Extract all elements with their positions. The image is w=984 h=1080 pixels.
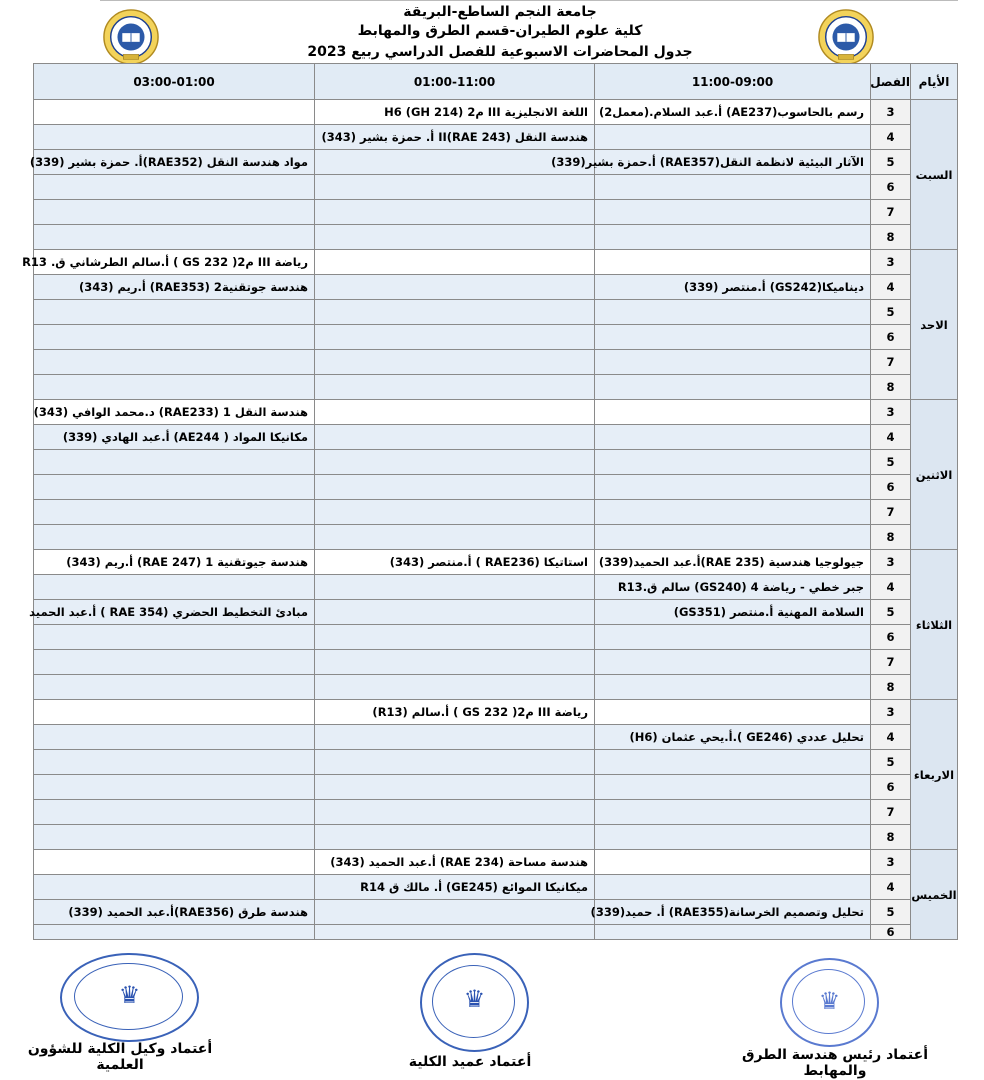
university-name: جامعة النجم الساطع-البريقة xyxy=(403,4,597,20)
lecture-cell xyxy=(315,925,595,940)
schedule-row xyxy=(34,575,958,600)
lecture-cell xyxy=(315,750,595,775)
lecture-text: استاتيكا (RAE236 ) أ.منتصر (343) xyxy=(389,555,588,569)
day-name: الثلاثاء xyxy=(911,550,958,700)
lecture-cell xyxy=(595,575,871,600)
lecture-cell xyxy=(315,300,595,325)
lecture-cell xyxy=(595,400,871,425)
lecture-text: هندسة النقل 1 (RAE233) د.محمد الوافي (343) xyxy=(33,405,308,419)
lecture-cell xyxy=(315,725,595,750)
schedule-title: جدول المحاضرات الاسبوعية للفصل الدراسي ربيع 2023 xyxy=(307,44,693,60)
lecture-cell xyxy=(595,725,871,750)
lecture-cell xyxy=(315,800,595,825)
class-number: 7 xyxy=(871,800,911,825)
department-head-stamp xyxy=(780,958,879,1047)
schedule-row xyxy=(34,400,958,425)
lecture-cell xyxy=(315,275,595,300)
lecture-cell xyxy=(595,300,871,325)
lecture-cell xyxy=(34,850,315,875)
class-number: 8 xyxy=(871,825,911,850)
class-number: 5 xyxy=(871,300,911,325)
lecture-cell xyxy=(595,775,871,800)
lecture-cell xyxy=(315,525,595,550)
schedule-row xyxy=(34,175,958,200)
lecture-cell xyxy=(595,525,871,550)
class-number: 7 xyxy=(871,500,911,525)
lecture-cell xyxy=(595,425,871,450)
lecture-cell xyxy=(315,100,595,125)
schedule-row xyxy=(34,725,958,750)
class-number: 6 xyxy=(871,925,911,940)
schedule-row xyxy=(34,525,958,550)
lecture-cell xyxy=(34,475,315,500)
class-number: 7 xyxy=(871,200,911,225)
schedule-table xyxy=(22,63,958,940)
lecture-cell xyxy=(34,700,315,725)
university-logo-icon xyxy=(102,8,160,66)
lecture-cell xyxy=(315,225,595,250)
lecture-text: رسم بالحاسوب(AE237) أ.عبد السلام.(معمل2) xyxy=(599,105,864,119)
schedule-row xyxy=(34,625,958,650)
lecture-cell xyxy=(315,500,595,525)
lecture-cell xyxy=(595,500,871,525)
class-number: 4 xyxy=(871,275,911,300)
lecture-cell xyxy=(34,300,315,325)
lecture-cell xyxy=(34,925,315,940)
lecture-cell xyxy=(595,450,871,475)
lecture-cell xyxy=(34,725,315,750)
lecture-cell xyxy=(34,675,315,700)
slot2-header: 01:00-11:00 xyxy=(315,64,595,100)
class-number: 7 xyxy=(871,350,911,375)
class-number: 6 xyxy=(871,625,911,650)
class-number: 8 xyxy=(871,225,911,250)
lecture-cell xyxy=(34,225,315,250)
lecture-cell xyxy=(34,425,315,450)
schedule-row xyxy=(34,650,958,675)
lecture-text: مكانيكا المواد ( AE244) أ.عبد الهادي (339) xyxy=(62,430,308,444)
lecture-cell xyxy=(315,900,595,925)
lecture-text: رياضة III م2( GS 232 ) أ.سالم الطرشاني ق. R13 xyxy=(22,255,308,269)
schedule-row xyxy=(34,500,958,525)
class-number: 4 xyxy=(871,125,911,150)
schedule-row xyxy=(34,100,958,125)
lecture-text: الآثار البيئية لانظمة النقل(RAE357) أ.حمزة بشير(339) xyxy=(551,155,864,169)
class-number: 3 xyxy=(871,250,911,275)
lecture-text: جيولوجيا هندسية (RAE 235)أ.عبد الحميد(339) xyxy=(598,555,864,569)
vice-dean-signature-label: أعتماد وكيل الكلية للشؤون العلمية xyxy=(27,1041,213,1073)
lecture-cell xyxy=(315,625,595,650)
top-rule xyxy=(100,0,958,1)
schedule-row xyxy=(34,200,958,225)
lecture-cell xyxy=(595,550,871,575)
lecture-cell xyxy=(34,825,315,850)
class-number: 5 xyxy=(871,600,911,625)
lecture-text: اللغة الانجليزية III م2 H6 (GH 214) xyxy=(384,105,588,119)
slot3-header: 03:00-01:00 xyxy=(34,64,315,100)
class-number: 7 xyxy=(871,650,911,675)
lecture-cell xyxy=(595,825,871,850)
day-name: الاحد xyxy=(911,250,958,400)
day-name: الاثنين xyxy=(911,400,958,550)
schedule-row xyxy=(34,775,958,800)
lecture-text: جبر خطي - رياضة 4 (GS240) سالم ق.R13 xyxy=(617,580,864,594)
schedule-row xyxy=(34,900,958,925)
schedule-row xyxy=(34,325,958,350)
lecture-cell xyxy=(315,125,595,150)
schedule-row xyxy=(34,475,958,500)
class-number: 3 xyxy=(871,700,911,725)
class-number: 4 xyxy=(871,725,911,750)
class-number: 5 xyxy=(871,900,911,925)
lecture-cell xyxy=(595,750,871,775)
lecture-text: ديناميكا(GS242) أ.منتصر (339) xyxy=(683,280,864,294)
lecture-cell xyxy=(595,475,871,500)
lecture-cell xyxy=(34,400,315,425)
class-number: 5 xyxy=(871,150,911,175)
schedule-row xyxy=(34,875,958,900)
schedule-row xyxy=(34,850,958,875)
lecture-text: هندسة جيوتقنية 1 (RAE 247) أ.ريم (343) xyxy=(66,555,308,569)
slot1-header: 11:00-09:00 xyxy=(595,64,871,100)
lecture-cell xyxy=(34,525,315,550)
lecture-cell xyxy=(595,350,871,375)
class-number: 8 xyxy=(871,375,911,400)
lecture-cell xyxy=(34,350,315,375)
lecture-text: ميكانيكا الموائع (GE245) أ. مالك ق R14 xyxy=(360,880,588,894)
schedule-body xyxy=(22,100,958,940)
schedule-row xyxy=(34,375,958,400)
lecture-text: هندسة النقل II(RAE 243) أ. حمزة بشير (343) xyxy=(321,130,588,144)
lecture-cell xyxy=(34,625,315,650)
lecture-cell xyxy=(315,850,595,875)
lecture-cell xyxy=(34,750,315,775)
schedule-row xyxy=(34,600,958,625)
lecture-cell xyxy=(34,200,315,225)
lecture-cell xyxy=(315,875,595,900)
lecture-cell xyxy=(315,575,595,600)
lecture-cell xyxy=(595,700,871,725)
schedule-row xyxy=(34,300,958,325)
class-header: الفصل xyxy=(871,64,911,100)
lecture-text: تحليل عددي (GE246 ).أ.يحي عثمان (H6) xyxy=(629,730,864,744)
class-number: 6 xyxy=(871,475,911,500)
schedule-row xyxy=(34,550,958,575)
schedule-row xyxy=(34,925,958,940)
lecture-cell xyxy=(315,425,595,450)
lecture-cell xyxy=(595,675,871,700)
class-number: 3 xyxy=(871,850,911,875)
class-number: 4 xyxy=(871,425,911,450)
lecture-cell xyxy=(315,450,595,475)
class-number: 5 xyxy=(871,450,911,475)
lecture-cell xyxy=(595,200,871,225)
class-number: 6 xyxy=(871,175,911,200)
schedule-row xyxy=(34,225,958,250)
class-number: 8 xyxy=(871,525,911,550)
lecture-cell xyxy=(595,375,871,400)
lecture-cell xyxy=(315,200,595,225)
college-logo-icon xyxy=(817,8,875,66)
lecture-cell xyxy=(29,150,315,175)
class-number: 5 xyxy=(871,750,911,775)
stamp-emblem-icon: ♛ xyxy=(818,987,841,1015)
lecture-text: مواد هندسة النقل (RAE352)أ. حمزة بشير (339) xyxy=(29,155,308,169)
lecture-cell xyxy=(315,775,595,800)
lecture-cell xyxy=(315,700,595,725)
lecture-cell xyxy=(34,900,315,925)
lecture-cell xyxy=(22,250,315,275)
schedule-row xyxy=(34,350,958,375)
vice-dean-stamp xyxy=(60,953,199,1042)
department-head-signature-label: أعتماد رئيس هندسة الطرق والمهابط xyxy=(741,1047,929,1079)
lecture-cell xyxy=(34,550,315,575)
lecture-cell xyxy=(34,325,315,350)
lecture-cell xyxy=(315,375,595,400)
lecture-cell xyxy=(595,100,871,125)
lecture-cell xyxy=(34,575,315,600)
lecture-cell xyxy=(315,250,595,275)
lecture-cell xyxy=(34,775,315,800)
schedule-row xyxy=(34,750,958,775)
stamp-emblem-icon: ♛ xyxy=(118,981,141,1009)
schedule-row xyxy=(34,425,958,450)
lecture-cell xyxy=(315,350,595,375)
lecture-cell xyxy=(595,225,871,250)
lecture-cell xyxy=(315,600,595,625)
lecture-cell xyxy=(315,675,595,700)
lecture-cell xyxy=(34,450,315,475)
lecture-cell xyxy=(595,625,871,650)
lecture-cell xyxy=(315,175,595,200)
lecture-cell xyxy=(34,275,315,300)
lecture-cell xyxy=(34,175,315,200)
lecture-text: هندسة طرق (RAE356)أ.عبد الحميد (339) xyxy=(68,905,308,919)
lecture-cell xyxy=(595,600,871,625)
header-row xyxy=(34,64,958,100)
lecture-cell xyxy=(34,875,315,900)
schedule-row xyxy=(34,150,958,175)
class-number: 6 xyxy=(871,775,911,800)
lecture-text: هندسة جوتقنية2 (RAE353) أ.ريم (343) xyxy=(78,280,308,294)
lecture-cell xyxy=(34,800,315,825)
class-number: 3 xyxy=(871,400,911,425)
lecture-cell xyxy=(595,325,871,350)
schedule-row xyxy=(34,275,958,300)
lecture-cell xyxy=(595,250,871,275)
class-number: 4 xyxy=(871,575,911,600)
lecture-cell xyxy=(315,650,595,675)
lecture-text: مبادئ التخطيط الحضري (RAE 354 ) أ.عبد الحميد xyxy=(29,605,308,619)
class-number: 3 xyxy=(871,100,911,125)
day-name: الخميس xyxy=(911,850,958,940)
lecture-cell xyxy=(551,150,871,175)
class-number: 3 xyxy=(871,550,911,575)
lecture-cell xyxy=(315,400,595,425)
schedule-row xyxy=(34,700,958,725)
lecture-cell xyxy=(315,550,595,575)
lecture-cell xyxy=(595,925,871,940)
schedule-row xyxy=(34,825,958,850)
lecture-cell xyxy=(595,850,871,875)
lecture-text: هندسة مساحة (RAE 234) أ.عبد الحميد (343) xyxy=(330,855,588,869)
stamp-emblem-icon: ♛ xyxy=(463,985,486,1013)
lecture-cell xyxy=(590,900,871,925)
class-number: 8 xyxy=(871,675,911,700)
schedule-row xyxy=(34,250,958,275)
days-header: الأيام xyxy=(911,64,958,100)
day-name: السبت xyxy=(911,100,958,250)
lecture-cell xyxy=(315,475,595,500)
lecture-cell xyxy=(34,500,315,525)
lecture-cell xyxy=(595,800,871,825)
lecture-text: تحليل وتصميم الخرسانة(RAE355) أ. حميد(339) xyxy=(590,905,864,919)
class-number: 4 xyxy=(871,875,911,900)
college-department: كلية علوم الطيران-قسم الطرق والمهابط xyxy=(357,23,643,39)
lecture-cell xyxy=(29,600,315,625)
lecture-cell xyxy=(315,325,595,350)
class-number: 6 xyxy=(871,325,911,350)
lecture-cell xyxy=(595,650,871,675)
day-name: الاربعاء xyxy=(911,700,958,850)
lecture-cell xyxy=(34,650,315,675)
lecture-cell xyxy=(595,175,871,200)
schedule-row xyxy=(34,800,958,825)
lecture-cell xyxy=(595,275,871,300)
lecture-text: رياضة III م2( GS 232 ) أ.سالم (R13) xyxy=(372,705,588,719)
dean-signature-label: أعتماد عميد الكلية xyxy=(408,1054,532,1070)
lecture-cell xyxy=(315,825,595,850)
schedule-row xyxy=(34,675,958,700)
schedule-row xyxy=(34,450,958,475)
lecture-cell xyxy=(34,100,315,125)
lecture-cell xyxy=(34,375,315,400)
dean-stamp xyxy=(420,953,529,1052)
lecture-cell xyxy=(595,125,871,150)
lecture-cell xyxy=(34,125,315,150)
lecture-text: السلامة المهنية أ.منتصر (GS351) xyxy=(673,605,864,619)
schedule-row xyxy=(34,125,958,150)
lecture-cell xyxy=(595,875,871,900)
